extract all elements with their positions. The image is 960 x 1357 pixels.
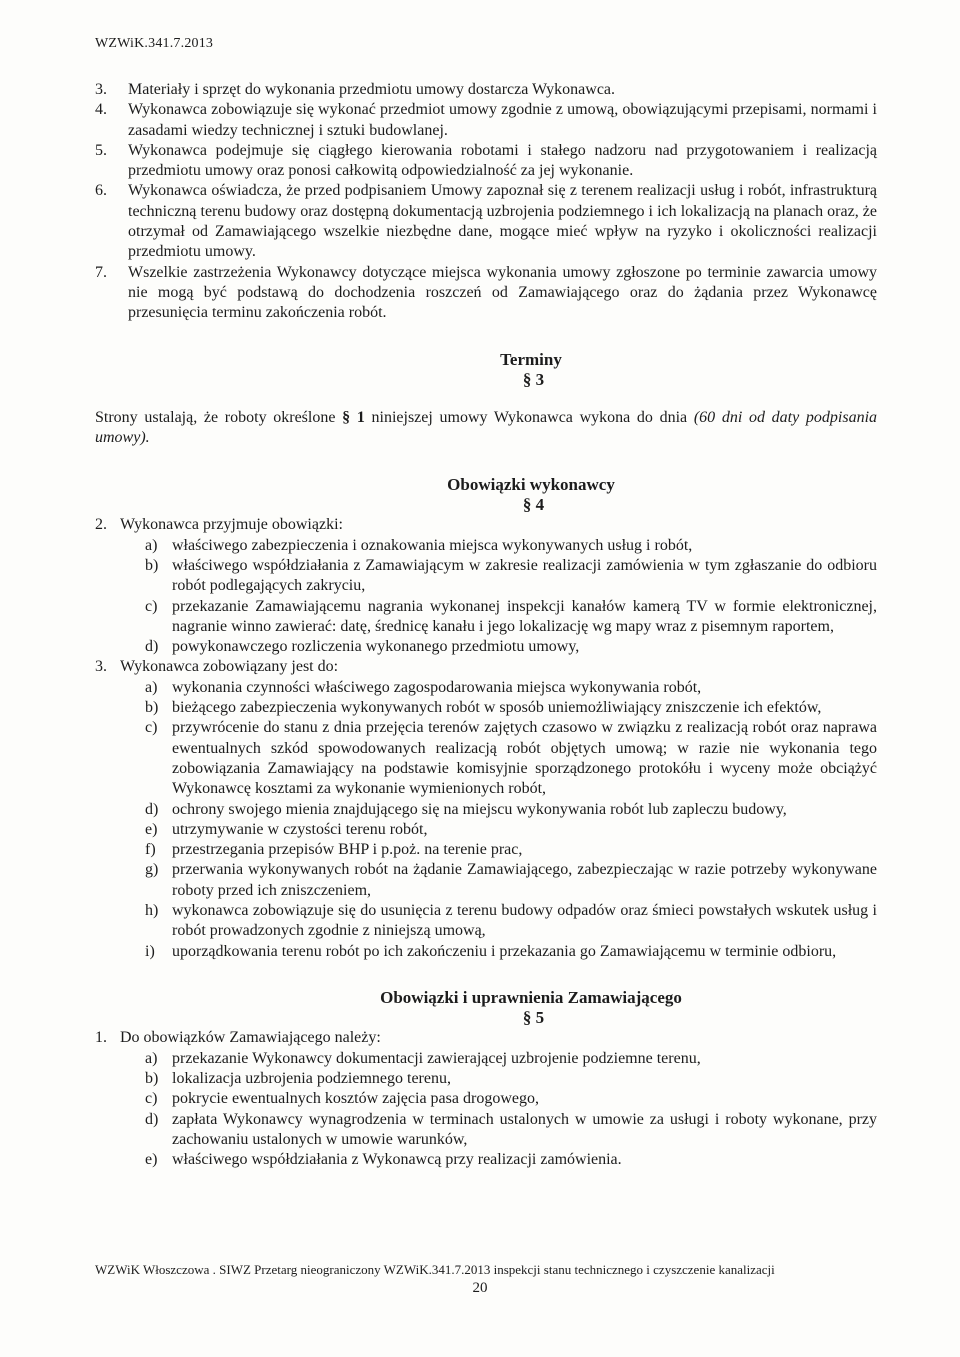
item-text: Wykonawca oświadcza, że przed podpisaniem Umowy zapoznał się z terenem realizacji usług i robót, infrastrukturą techniczną terenu budowy oraz dostępną dokumentacją uzbrojenia podziemnego i ich lokalizacją na planach oraz, że otrzymał od Zamawiającego wszelkie niezbędne dane, mogące mieć wpływ na ryzyko i okoliczności realizacji przedmiotu umowy.: [128, 182, 877, 261]
lettered-item: c) przekazanie Zamawiającemu nagrania wykonanej inspekcji kanałów kamerą TV w formie elektronicznej, nagranie winno zawierać: datę, średnicę kanału i jego lokalizację wg mapy wraz z pisemnym raportem,: [145, 597, 877, 635]
lettered-item: c) pokrycie ewentualnych kosztów zajęcia pasa drogowego,: [145, 1090, 539, 1108]
lettered-item: b) właściwego współdziałania z Zamawiającym w zakresie realizacji zamówienia w tym zgłaszanie do odbioru robót podlegających zakryciu,: [145, 556, 877, 595]
section-title-obowiazki-zamawiajacego: Obowiązki i uprawnienia Zamawiającego: [380, 987, 682, 1007]
item-text: Wykonawca zobowiązuje się wykonać przedmiot umowy zgodnie z umową, obowiązującymi przepisami, normami i zasadami wiedzy technicznej i sztuki budowlanej.: [128, 101, 877, 139]
paragraph-mark: § 3: [522, 369, 545, 389]
numbered-point: 3. Wykonawca zobowiązany jest do:: [95, 658, 339, 676]
section-title-terminy: Terminy: [500, 349, 562, 369]
terminy-paragraph: Strony ustalają, że roboty określone § 1 niniejszej umowy Wykonawca wykona do dnia (60 dni od daty podpisania umowy).: [95, 409, 878, 447]
document-reference-header: WZWiK.341.7.2013: [95, 36, 214, 51]
lettered-item: d) ochrony swojego mienia znajdującego się na miejscu wykonywania robót lub zapleczu budowy,: [145, 800, 787, 818]
lettered-item: f) przestrzegania przepisów BHP i p.poż. na terenie prac,: [145, 841, 523, 859]
page-number: 20: [472, 1280, 488, 1296]
lettered-item: e) właściwego współdziałania z Wykonawcą przy realizacji zamówienia.: [145, 1151, 622, 1169]
paragraph-mark: § 5: [522, 1008, 545, 1028]
item-number: 6.: [95, 182, 107, 200]
numbered-point: 2. Wykonawca przyjmuje obowiązki:: [95, 516, 343, 534]
deadline-note: (60 dni od daty podpisania umowy).: [95, 409, 878, 447]
lettered-item: a) właściwego zabezpieczenia i oznakowania miejsca wykonywanych usług i robót,: [145, 536, 693, 554]
item-number: 7.: [95, 263, 107, 281]
lettered-item: b) bieżącego zabezpieczenia wykonywanych robót w sposób uniemożliwiający zniszczenie ich efektów,: [145, 699, 822, 717]
item-number: 5.: [95, 141, 107, 159]
lettered-item: g) przerwania wykonywanych robót na żądanie Zamawiającego, zabezpieczając w razie potrzeby wykonywane roboty przed ich zniszczeniem,: [145, 861, 877, 899]
list-item: [95, 263, 877, 324]
lettered-item: a) wykonania czynności właściwego zagospodarowania miejsca wykonywania robót,: [145, 678, 702, 696]
list-item: [95, 141, 877, 182]
lettered-item: a) przekazanie Wykonawcy dokumentacji zawierającej uzbrojenie podziemne terenu,: [145, 1049, 701, 1067]
section-reference: § 1: [342, 409, 365, 427]
paragraph-mark: § 4: [522, 495, 545, 515]
lettered-item: d) powykonawczego rozliczenia wykonanego przedmiotu umowy,: [145, 638, 580, 656]
item-number: 4.: [95, 101, 107, 119]
lettered-item: c) przywrócenie do stanu z dnia przejęcia terenów zajętych czasowo w związku z realizacją robót oraz naprawa ewentualnych szkód spowodowanych realizacją robót objętych umową; w razie nie wykonania tego zobowiązania Zamawiający na podstawie komisyjnie sporządzonego protokółu i wyceny może obciążyć Wykonawcę kosztami za wykonanie wymienionych robót,: [145, 719, 877, 798]
list-item: [95, 100, 877, 141]
numbered-point: 1. Do obowiązków Zamawiającego należy:: [95, 1029, 381, 1047]
item-text: Materiały i sprzęt do wykonania przedmiotu umowy dostarcza Wykonawca.: [128, 81, 616, 98]
page-footer: WZWiK Włoszczowa . SIWZ Przetarg nieograniczony WZWiK.341.7.2013 inspekcji stanu technicznego i czyszczenie kanalizacji: [95, 1262, 775, 1277]
lettered-item: i) uporządkowania terenu robót po ich zakończeniu i przekazania go Zamawiającemu w terminie odbioru,: [145, 942, 837, 960]
document-body: [95, 80, 877, 1171]
lettered-item: b) lokalizacja uzbrojenia podziemnego terenu,: [145, 1070, 451, 1088]
item-number: 3.: [95, 81, 107, 98]
list-item: [95, 181, 877, 262]
item-text: Wykonawca podejmuje się ciągłego kierowania robotami i stałego nadzoru nad przygotowaniem i realizacją przedmiotu umowy oraz ponosi całkowitą odpowiedzialność za jej wykonanie.: [128, 141, 877, 180]
lettered-item: h) wykonawca zobowiązuje się do usunięcia z terenu budowy odpadów oraz śmieci powstałych wskutek usług i robót prowadzonych zgodnie z niniejszą umową,: [145, 901, 877, 940]
lettered-item: e) utrzymywanie w czystości terenu robót,: [145, 820, 428, 838]
lettered-item: d) zapłata Wykonawcy wynagrodzenia w terminach ustalonych w umowie za usługi i roboty wykonane, przy zachowaniu ustalonych w umowie warunków,: [145, 1110, 877, 1148]
section-title-obowiazki-wykonawcy: Obowiązki wykonawcy: [447, 474, 615, 494]
item-text: Wszelkie zastrzeżenia Wykonawcy dotyczące miejsca wykonania umowy zgłoszone po terminie zawarcia umowy nie mogą być podstawą do dochodzenia roszczeń od Zamawiającego oraz do żądania przez Wykonawcę przesunięcia terminu zakończenia robót.: [128, 263, 877, 322]
list-item: [95, 80, 877, 100]
